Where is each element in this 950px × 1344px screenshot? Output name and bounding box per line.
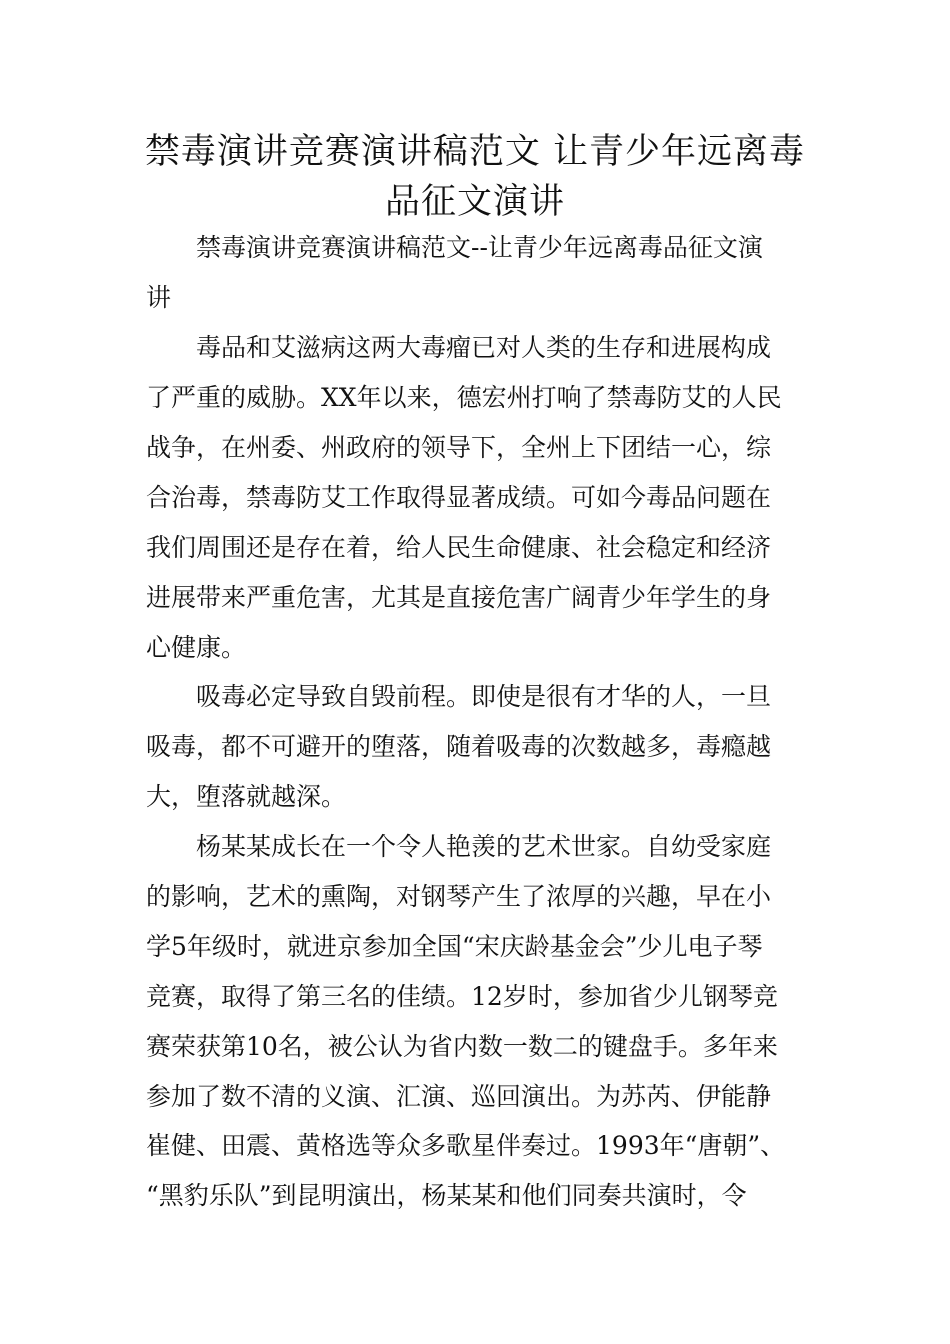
body-line-4: 了严重的威胁。XX年以来，德宏州打响了禁毒防艾的人民	[146, 383, 782, 412]
body-line-7: 我们周围还是存在着，给人民生命健康、社会稳定和经济	[146, 533, 772, 562]
body-line-1: 禁毒演讲竞赛演讲稿范文--让青少年远离毒品征文演	[146, 233, 763, 262]
body-line-8: 进展带来严重危害，尤其是直接危害广阔青少年学生的身	[146, 583, 772, 612]
body-line-9: 心健康。	[146, 633, 247, 662]
body-line-18: 参加了数不清的义演、汇演、巡回演出。为苏芮、伊能静	[146, 1082, 772, 1111]
body-line-12: 大，堕落就越深。	[146, 782, 347, 811]
body-line-2: 讲	[146, 283, 172, 312]
body-line-10: 吸毒必定导致自毁前程。即使是很有才华的人，一旦	[146, 682, 772, 711]
document-title-line-1: 禁毒演讲竞赛演讲稿范文 让青少年远离毒	[144, 132, 806, 172]
body-line-16: 竞赛，取得了第三名的佳绩。12岁时，参加省少儿钢琴竞	[146, 982, 778, 1011]
document-title-line-2: 品征文演讲	[384, 182, 565, 222]
body-line-19: 崔健、田震、黄格选等众多歌星伴奏过。1993年“唐朝”、	[146, 1131, 786, 1160]
body-line-13: 杨某某成长在一个令人艳羡的艺术世家。自幼受家庭	[146, 832, 772, 861]
body-line-3: 毒品和艾滋病这两大毒瘤已对人类的生存和进展构成	[146, 333, 772, 362]
body-line-15: 学5年级时，就进京参加全国“宋庆龄基金会”少儿电子琴	[146, 932, 763, 961]
body-line-20: “黑豹乐队”到昆明演出，杨某某和他们同奏共演时，令	[146, 1181, 747, 1210]
body-line-6: 合治毒，禁毒防艾工作取得显著成绩。可如今毒品问题在	[146, 483, 772, 512]
body-line-5: 战争，在州委、州政府的领导下，全州上下团结一心，综	[146, 433, 772, 462]
body-line-14: 的影响，艺术的熏陶，对钢琴产生了浓厚的兴趣，早在小	[146, 882, 772, 911]
body-line-17: 赛荣获第10名，被公认为省内数一数二的键盘手。多年来	[146, 1032, 778, 1061]
body-line-11: 吸毒，都不可避开的堕落，随着吸毒的次数越多，毒瘾越	[146, 732, 772, 761]
